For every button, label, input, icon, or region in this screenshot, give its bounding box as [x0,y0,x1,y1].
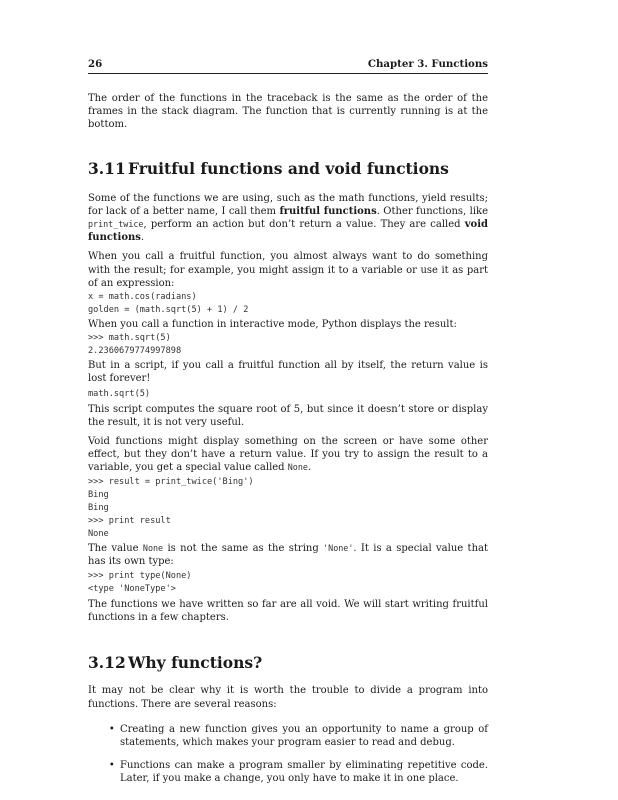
running-header [88,58,488,74]
section-title: Why functions? [128,653,263,673]
term-fruitful-functions: fruitful functions [279,205,377,217]
section-number: 3.11 [88,158,126,178]
intro-paragraph: The order of the functions in the traceback is the same as the order of the frames in the stack diagram. The function that is currently running is at the bottom. [88,93,488,131]
page-number: 26 [88,58,103,70]
section-heading-3-12 [88,654,488,672]
paragraph-script-lost: But in a script, if you call a fruitful function all by itself, the return value is lost forever! [88,360,488,385]
section-number: 3.12 [88,653,126,673]
code-block-type-none: >>> print type(None) <type 'NoneType'> [88,571,192,595]
paragraph-script-explanation: This script computes the square root of 5, but since it doesn’t store or display the result, it is not very useful. [88,403,488,428]
code-block-expressions: x = math.cos(radians) golden = (math.sqrt(5) + 1) / 2 [88,292,249,316]
paragraph-interactive-mode: When you call a function in interactive mode, Python displays the result: [88,319,457,331]
paragraph-why-functions: It may not be clear why it is worth the trouble to divide a program into functions. There are several reasons: [88,685,488,710]
list-item: • Functions can make a program smaller by eliminating repetitive code. Later, if you make a change, you only have to make it in one place. [118,759,488,785]
inline-code-none-value: None [142,542,164,553]
reasons-list [88,723,488,786]
code-block-print-twice: >>> result = print_twice('Bing') Bing Bing >>> print result None [88,476,254,539]
section-heading-3-11 [88,160,488,178]
code-block-sqrt: >>> math.sqrt(5) 2.2360679774997898 [88,333,182,357]
paragraph-void-functions: Void functions might display something on the screen or have some other effect, but they don’t have a return value. If you try to assign the result to a variable, you get a special value called None. [88,436,488,474]
paragraph-void-summary: The functions we have written so far are all void. We will start writing fruitful functions in a few chapters. [88,599,488,624]
chapter-title: Chapter 3. Functions [367,58,488,70]
inline-code-none-string: 'None' [323,542,354,553]
page [88,58,488,786]
paragraph-fruitful-usage: When you call a fruitful function, you almost always want to do something with the result; for example, you might assign it to a variable or use it as part of an expression: [88,251,488,289]
section-title: Fruitful functions and void functions [128,158,449,178]
paragraph-none-value: The value None is not the same as the string 'None'. It is a special value that has its own type: [88,542,488,567]
inline-code-none: None [287,462,308,473]
inline-code-print-twice: print_twice [88,219,144,230]
list-item: • Creating a new function gives you an opportunity to name a group of statements, which makes your program easier to read and debug. [118,723,488,749]
code-block-sqrt-script: math.sqrt(5) [88,388,151,399]
paragraph-fruitful-definition: Some of the functions we are using, such as the math functions, yield results; for lack of a better name, I call them fruitful functions. Other functions, like print_twice, perform an action but don’t return a value. They are called void functions. [88,192,489,244]
term-void-functions: void functions [88,219,488,244]
